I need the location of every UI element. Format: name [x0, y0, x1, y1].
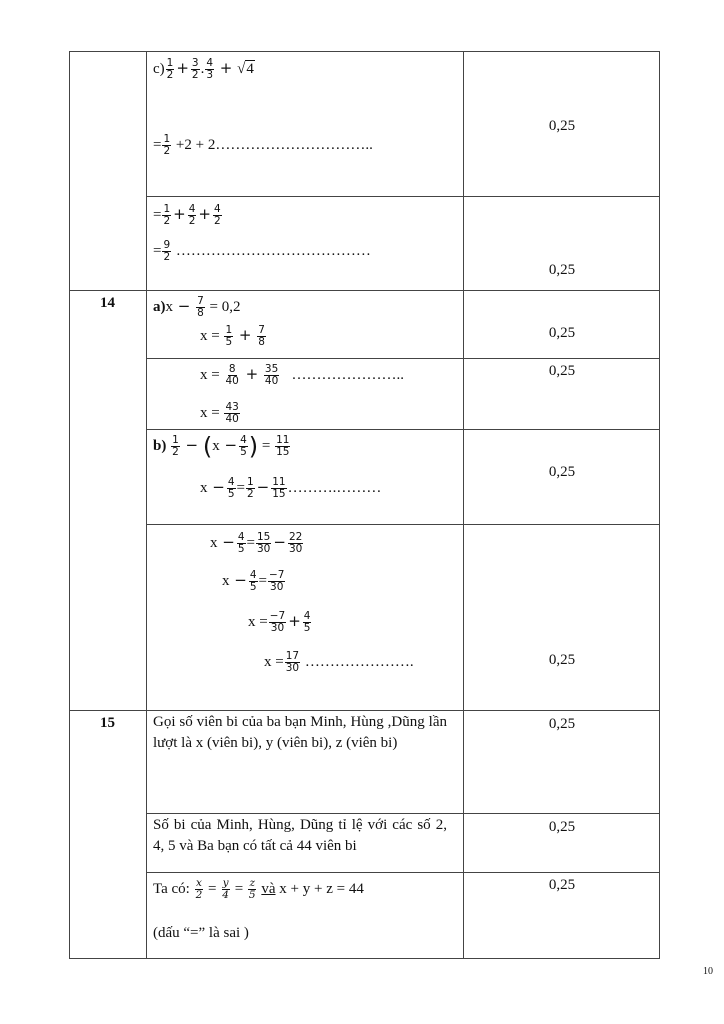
- part-a-line1: [153, 296, 240, 319]
- denominator: 5: [227, 488, 235, 500]
- operator: −: [273, 532, 286, 551]
- fraction: [249, 570, 258, 593]
- numerator: 4: [206, 57, 214, 69]
- numerator: 4: [214, 203, 221, 215]
- dots: ………………….: [304, 653, 414, 670]
- operator: −: [212, 477, 225, 496]
- equals: =: [153, 136, 162, 153]
- fraction: [303, 611, 312, 634]
- question-number: 14: [100, 295, 115, 311]
- numerator: −7: [269, 610, 286, 622]
- fraction: [288, 532, 303, 555]
- fraction: [162, 240, 171, 263]
- fraction: [162, 134, 171, 157]
- variable: x: [212, 437, 220, 454]
- denominator: 4: [222, 889, 229, 901]
- expression-rest: +2 + 2…………………………..: [175, 136, 373, 153]
- denominator: 2: [163, 215, 171, 227]
- operator: −: [234, 570, 247, 589]
- part-c-line1: [153, 58, 255, 81]
- denominator: 30: [285, 662, 300, 674]
- part-label: c): [153, 60, 165, 77]
- fraction: [269, 611, 286, 634]
- score: 0,25: [548, 325, 576, 341]
- score: 0,25: [548, 464, 576, 480]
- part-c-line4: [153, 240, 371, 263]
- part-b-line1: [153, 432, 291, 461]
- operator: −: [222, 532, 235, 551]
- denominator: 30: [256, 543, 271, 555]
- denominator: 2: [163, 145, 171, 157]
- part-c-line3: [153, 204, 223, 227]
- fraction: [196, 296, 205, 319]
- numerator: 1: [225, 324, 233, 336]
- equals: =: [153, 242, 162, 259]
- fraction: [224, 325, 233, 348]
- expression-rest: = 0,2: [209, 298, 241, 315]
- operator: .: [200, 60, 205, 77]
- score: 0,25: [548, 652, 576, 668]
- prefix: Ta có:: [153, 880, 190, 897]
- equals: =: [236, 479, 245, 496]
- denominator: 40: [225, 375, 239, 387]
- denominator: 2: [191, 69, 199, 81]
- part-a-line3: [200, 364, 404, 387]
- part-c-line2: [153, 134, 373, 157]
- numerator: 11: [272, 476, 286, 488]
- denominator: 5: [249, 581, 257, 593]
- ratio-statement: [153, 878, 364, 901]
- part-label: a): [153, 298, 166, 315]
- part-b-line4: [222, 570, 286, 593]
- operator: +: [176, 58, 189, 77]
- fraction: [285, 651, 300, 674]
- denominator: 3: [206, 69, 214, 81]
- row-divider: [146, 524, 660, 525]
- numerator: 4: [303, 610, 311, 622]
- part-b-line2: [200, 477, 381, 500]
- denominator: 5: [225, 336, 233, 348]
- equals: =: [208, 880, 217, 897]
- denominator: 2: [188, 215, 196, 227]
- numerator: 43: [225, 401, 239, 413]
- numerator: 8: [228, 363, 236, 375]
- denominator: 2: [195, 889, 203, 901]
- lhs: x =: [248, 613, 268, 630]
- variable: x: [200, 479, 208, 496]
- fraction: [248, 878, 257, 901]
- denominator: 5: [240, 446, 247, 458]
- table-border-bottom: [69, 958, 660, 959]
- score: 0,25: [548, 118, 576, 134]
- fraction: [205, 58, 214, 81]
- part-a-line4: [200, 402, 241, 425]
- fraction: [268, 570, 285, 593]
- denominator: 30: [288, 543, 303, 555]
- lhs: x =: [200, 327, 220, 344]
- fraction: [227, 477, 236, 500]
- score: 0,25: [548, 262, 576, 278]
- denominator: 30: [270, 622, 285, 634]
- question-number: 15: [100, 715, 115, 731]
- fraction: [275, 435, 290, 458]
- denominator: 5: [303, 622, 311, 634]
- denominator: 5: [237, 543, 245, 555]
- lhs: x =: [264, 653, 284, 670]
- score: 0,25: [548, 877, 576, 893]
- close-paren: ): [248, 432, 259, 461]
- part-b-line3: [210, 532, 304, 555]
- equals: =: [261, 437, 271, 454]
- equals: =: [246, 534, 255, 551]
- numerator: 1: [163, 133, 171, 145]
- dots: …………………………………: [175, 242, 371, 259]
- sqrt-radicand: 4: [246, 60, 254, 77]
- denominator: 40: [264, 375, 279, 387]
- fraction: [166, 58, 175, 81]
- variable: x: [165, 298, 173, 315]
- numerator: 4: [249, 569, 257, 581]
- numerator: 35: [264, 363, 279, 375]
- operator: +: [173, 204, 186, 223]
- dots: ……….………: [287, 479, 382, 496]
- denominator: 2: [166, 69, 174, 81]
- denominator: 2: [214, 215, 221, 227]
- fraction: [256, 532, 271, 555]
- numerator: 22: [288, 531, 303, 543]
- numerator: y: [222, 877, 229, 889]
- fraction: [188, 204, 197, 227]
- operator: −: [185, 435, 199, 454]
- fraction: [271, 477, 286, 500]
- variable: x: [210, 534, 218, 551]
- numerator: 17: [285, 650, 300, 662]
- paragraph: Gọi số viên bi của ba bạn Minh, Hùng ,Dũng lần lượt là x (viên bi), y (viên bi), z (viên bi): [153, 714, 447, 751]
- numerator: 11: [276, 434, 290, 446]
- part-label: b): [153, 437, 167, 454]
- row-divider: [69, 710, 660, 711]
- numerator: 3: [191, 57, 199, 69]
- fraction: [257, 325, 266, 348]
- fraction: [224, 402, 239, 425]
- fraction: [224, 364, 239, 387]
- paragraph: Số bi của Minh, Hùng, Dũng tỉ lệ với các số 2, 4, 5 và Ba bạn có tất cả 44 viên bi: [153, 817, 447, 854]
- table-border-top: [69, 51, 660, 52]
- denominator: 15: [276, 446, 290, 458]
- denominator: 5: [248, 889, 256, 901]
- operator: +: [245, 364, 259, 383]
- denominator: 15: [272, 488, 286, 500]
- lhs: x =: [200, 366, 220, 383]
- score: 0,25: [548, 363, 576, 379]
- numerator: 4: [227, 476, 235, 488]
- fraction: [162, 204, 171, 227]
- row-divider: [146, 196, 660, 197]
- numerator: 4: [240, 434, 247, 446]
- numerator: x: [195, 877, 202, 889]
- equals: =: [153, 206, 162, 223]
- numerator: 7: [197, 295, 204, 307]
- denominator: 40: [225, 413, 239, 425]
- row-divider: [146, 813, 660, 814]
- denominator: 8: [258, 336, 265, 348]
- denominator: 8: [197, 307, 204, 319]
- variable: x: [222, 572, 230, 589]
- operator: +: [288, 611, 301, 630]
- operator: −: [224, 435, 238, 454]
- operator: +: [238, 325, 252, 344]
- table-border-left: [69, 51, 70, 958]
- denominator: 2: [163, 251, 171, 263]
- open-paren: (: [202, 432, 213, 461]
- fraction: [246, 477, 255, 500]
- lhs: x =: [200, 404, 220, 421]
- score: 0,25: [548, 819, 576, 835]
- denominator: 2: [172, 446, 179, 458]
- expression-rest: x + y + z = 44: [279, 880, 364, 897]
- fraction: [171, 435, 180, 458]
- row-divider: [146, 872, 660, 873]
- denominator: 30: [270, 581, 284, 593]
- numerator: 9: [163, 239, 171, 251]
- fraction: [264, 364, 279, 387]
- equals: =: [234, 880, 244, 897]
- operator: +: [198, 204, 211, 223]
- numerator: 7: [258, 324, 265, 336]
- fraction: [191, 58, 200, 81]
- score: 0,25: [548, 716, 576, 732]
- operator: −: [177, 296, 191, 315]
- part-b-line6: [264, 651, 414, 674]
- note: (dấu “=” là sai ): [153, 925, 249, 941]
- numerator: −7: [268, 569, 285, 581]
- numerator: 4: [237, 531, 245, 543]
- fraction: [239, 435, 248, 458]
- numerator: 4: [188, 203, 196, 215]
- fraction: [213, 204, 222, 227]
- equals: =: [258, 572, 267, 589]
- page-number: 10: [703, 966, 713, 977]
- row-divider: [146, 358, 660, 359]
- operator: +: [219, 58, 233, 77]
- row-divider: [146, 429, 660, 430]
- part-a-line2: [200, 325, 267, 348]
- numerator: 1: [172, 434, 179, 446]
- fraction: [221, 878, 230, 901]
- fraction: [237, 532, 246, 555]
- numerator: 1: [163, 203, 171, 215]
- conjunction: và: [261, 880, 276, 897]
- row-divider: [69, 290, 660, 291]
- numerator: 1: [166, 57, 174, 69]
- denominator: 2: [246, 488, 254, 500]
- table-col-divider-1: [146, 51, 147, 958]
- fraction: [195, 878, 204, 901]
- numerator: z: [249, 877, 256, 889]
- operator: −: [256, 477, 270, 496]
- numerator: 1: [246, 476, 254, 488]
- dots: …………………..: [291, 366, 405, 383]
- sqrt-symbol: √: [237, 60, 246, 77]
- part-b-line5: [248, 611, 312, 634]
- numerator: 15: [256, 531, 271, 543]
